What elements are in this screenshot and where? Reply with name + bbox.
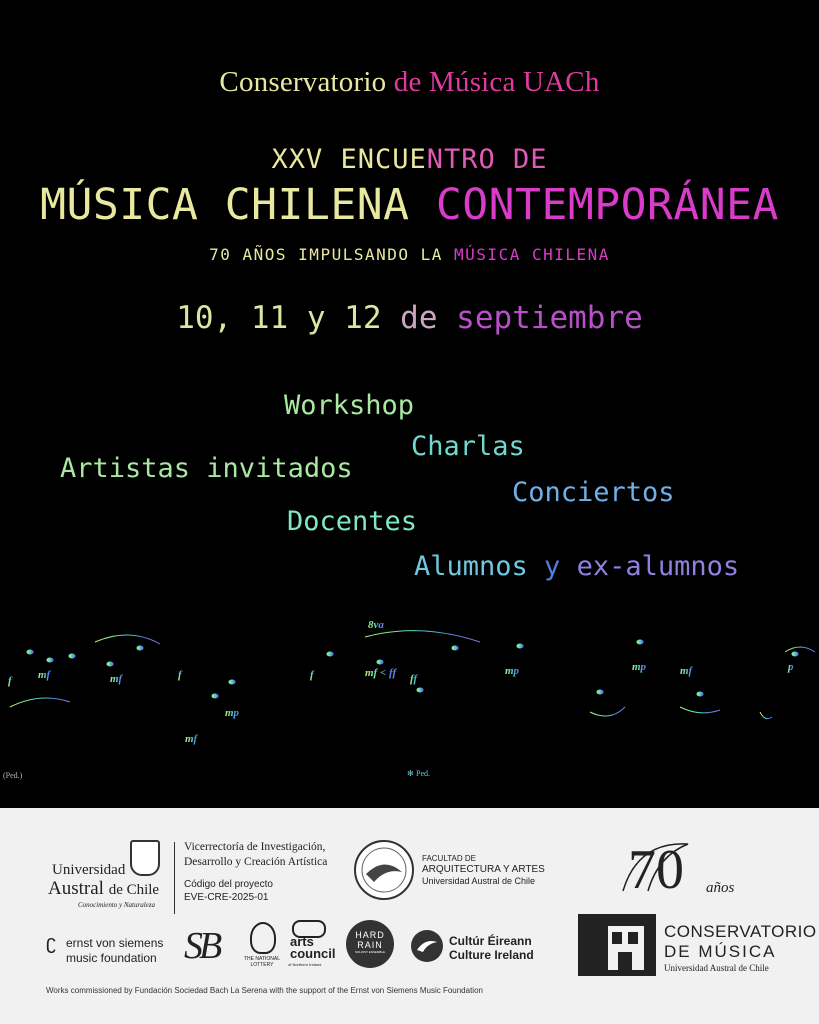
dyn-mf-3: mf: [185, 733, 198, 745]
event-title-line1: [0, 144, 819, 175]
arts-line2: council: [290, 946, 336, 961]
arts-line1: arts: [290, 934, 314, 949]
subtitle-a: 70 AÑOS IMPULSANDO LA: [209, 245, 455, 264]
event-subtitle: [0, 245, 819, 264]
uach-dechile: de Chile: [108, 882, 160, 898]
conservatorio-building-icon: [578, 914, 656, 976]
arts-council-logo: [288, 920, 336, 974]
dyn-mp-1: mp: [225, 707, 240, 719]
title-line2-b: CONTEMPORÁNEA: [435, 180, 779, 230]
dyn-mp-2: mp: [505, 665, 520, 677]
uach-logo: [50, 840, 170, 918]
header-part2: de Música UACh: [393, 66, 600, 98]
hardrain-line2: RAIN: [357, 940, 383, 950]
activity-charlas: Charlas: [411, 431, 525, 462]
event-dates: [0, 300, 819, 336]
hardrain-line3: SOLOIST ENSEMBLE: [354, 950, 386, 954]
code-value: EVE-CRE-2025-01: [184, 892, 269, 903]
hardrain-line1: HARD: [355, 930, 385, 940]
dyn-mp-3: mp: [632, 661, 647, 673]
lottery-line2: LOTTERY: [250, 962, 274, 968]
dyn-mf-4: mf: [680, 665, 693, 677]
vice-line1: Vicerrectoría de Investigación,: [184, 841, 326, 853]
dates-a: 10, 11 y 12: [176, 300, 401, 336]
dyn-mf-ff: mf < ff: [365, 667, 397, 679]
subtitle-b: MÚSICA CHILENA: [454, 245, 610, 264]
lottery-line1: THE NATIONAL: [244, 956, 281, 962]
dyn-mf-2: mf: [110, 673, 123, 685]
anos-label: años: [706, 880, 735, 896]
fac-line2: ARQUITECTURA Y ARTES: [422, 864, 545, 875]
dyn-ff: ff: [410, 673, 418, 685]
event-title-line2: [0, 180, 819, 230]
divider-1: [174, 842, 175, 914]
facultad-seal-icon: [354, 840, 414, 900]
lottery-fingers-icon: [250, 922, 276, 954]
activity-workshop: Workshop: [284, 390, 415, 421]
vicerrectoria-block: [184, 840, 327, 870]
evs-line2: music foundation: [66, 951, 157, 965]
project-code-block: [184, 878, 273, 904]
activity-conciertos: Conciertos: [512, 477, 675, 508]
ped-label-1: (Ped.): [3, 771, 23, 780]
uach-line1: Universidad: [52, 862, 126, 878]
seventy-years-logo: [578, 836, 817, 986]
alumnos-a: Alumnos: [414, 551, 545, 582]
activity-docentes: Docentes: [287, 506, 418, 537]
culture-ireland-block: [449, 934, 534, 962]
fac-line1: FACULTAD DE: [422, 854, 476, 863]
title-line1-b: NTRO DE: [426, 144, 548, 175]
conserv-line3: Universidad Austral de Chile: [664, 963, 769, 973]
uach-austral: Austral: [48, 878, 109, 899]
title-line1-a: XXV ENCUE: [271, 144, 427, 175]
ped-label-2: Ped.: [416, 769, 430, 778]
dyn-mf-1: mf: [38, 669, 51, 681]
dyn-p: p: [788, 661, 794, 673]
fac-line3: Universidad Austral de Chile: [422, 876, 536, 886]
dates-b: de: [400, 300, 457, 336]
title-line2-a: MÚSICA CHILENA: [40, 180, 436, 230]
uach-tagline: Conocimiento y Naturaleza: [78, 901, 155, 909]
conservatorio-header: [0, 66, 819, 99]
evs-icon: ʗ: [46, 932, 56, 954]
uach-line2: [48, 878, 159, 900]
culture-line1: Cultúr Éireann: [449, 934, 532, 948]
national-lottery-logo: [244, 922, 280, 972]
ped-symbol: ✻: [407, 769, 414, 778]
header-part1: Conservatorio: [219, 66, 394, 98]
facultad-block: [422, 854, 545, 886]
dates-c: septiembre: [456, 300, 643, 336]
conserv-line1: CONSERVATORIO: [664, 922, 817, 941]
hard-rain-logo: [346, 920, 394, 968]
evs-line1: ernst von siemens: [66, 936, 164, 950]
activity-artistas: Artistas invitados: [60, 453, 353, 484]
dyn-f-1: f: [8, 675, 12, 687]
footer-logos: [0, 808, 819, 1024]
dyn-f-3: f: [310, 669, 314, 681]
alumnos-c: ex-alumnos: [576, 551, 740, 582]
code-label: Código del proyecto: [184, 879, 273, 890]
music-score-graphic: [0, 612, 819, 792]
arts-line3: of Northern Ireland: [288, 962, 322, 967]
evs-block: [66, 936, 163, 966]
credits-line: Works commissioned by Fundación Sociedad Bach La Serena with the support of the Ernst von Siemens Music Foundation: [46, 986, 483, 995]
conserv-line2: DE MÚSICA: [664, 942, 777, 961]
sb-logo: SB: [184, 925, 219, 967]
dyn-f-2: f: [178, 669, 182, 681]
alumnos-b: y: [544, 551, 577, 582]
culture-ireland-bird-icon: [411, 930, 443, 962]
vice-line2: Desarrollo y Creación Artística: [184, 856, 328, 868]
uach-shield-icon: [130, 840, 160, 876]
activity-alumnos: [414, 551, 739, 582]
seventy-number: 70: [628, 839, 684, 901]
culture-line2: Culture Ireland: [449, 948, 534, 962]
ottava: 8va: [368, 619, 384, 631]
